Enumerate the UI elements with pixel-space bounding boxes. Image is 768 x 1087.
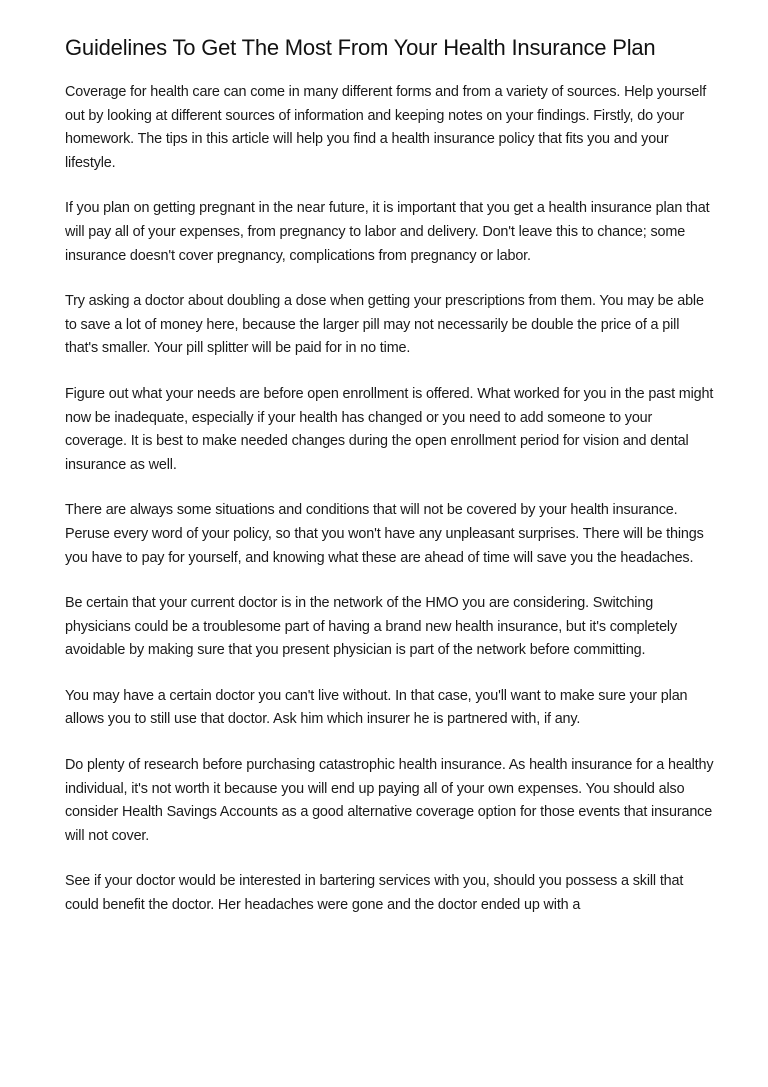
paragraph-prescriptions: Try asking a doctor about doubling a dose when getting your prescriptions from them. You may be able to save a lot of money here, because the larger pill may not necessarily be double the price of a pill that's smaller. Your pill splitter will be paid for in no time. — [65, 293, 704, 357]
document-page — [65, 36, 715, 940]
paragraph-coverage-intro: Coverage for health care can come in many different forms and from a variety of sources. Help yourself out by looking at different sources of information and keeping notes on your findings. Firstly, do your homework. The tips in this article will help you find a health insurance policy that fits you and your lifestyle. — [65, 84, 707, 171]
paragraph-catastrophic-insurance: Do plenty of research before purchasing catastrophic health insurance. As health insurance for a healthy individual, it's not worth it because you will end up paying all of your own expenses. You should also consider Health Savings Accounts as a good alternative coverage option for those events that insurance will not cover. — [65, 757, 714, 844]
paragraph-open-enrollment: Figure out what your needs are before open enrollment is offered. What worked for you in the past might now be inadequate, especially if your health has changed or you need to add someone to your coverage. It is best to make needed changes during the open enrollment period for vision and dental insurance as well. — [65, 385, 714, 473]
paragraph-hmo-network: Be certain that your current doctor is in the network of the HMO you are considering. Switching physicians could be a troublesome part of having a brand new health insurance, but it's completely avoidable by making sure that you present physician is part of the network before committing. — [65, 595, 678, 659]
paragraph-pregnancy: If you plan on getting pregnant in the near future, it is important that you get a health insurance plan that will pay all of your expenses, from pregnancy to labor and delivery. Don't leave this to chance; some insurance doesn't cover pregnancy, complications from pregnancy or labor. — [65, 200, 710, 264]
document-title: Guidelines To Get The Most From Your Health Insurance Plan — [65, 35, 656, 60]
paragraph-bartering: See if your doctor would be interested in bartering services with you, should you possess a skill that could benefit the doctor. Her headaches were gone and the doctor ended up with a — [65, 873, 684, 914]
paragraph-certain-doctor: You may have a certain doctor you can't live without. In that case, you'll want to make sure your plan allows you to still use that doctor. Ask him which insurer he is partnered with, if any. — [65, 687, 688, 728]
paragraph-not-covered: There are always some situations and conditions that will not be covered by your health insurance. Peruse every word of your policy, so that you won't have any unpleasant surprises. There will be things you have to pay for yourself, and knowing what these are ahead of time will save you the headaches. — [65, 502, 704, 566]
